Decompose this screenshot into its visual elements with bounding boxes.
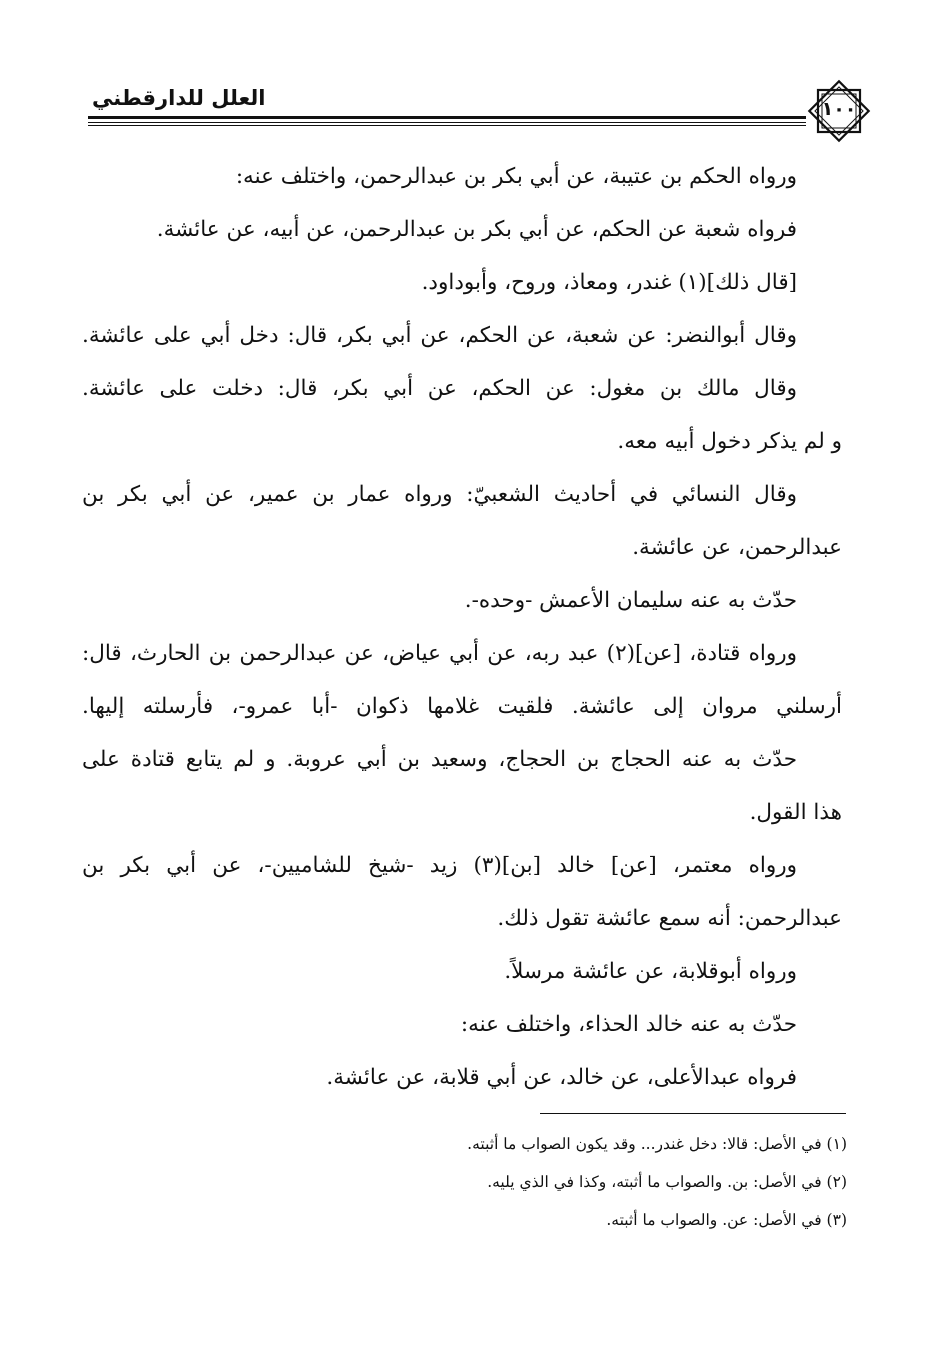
text-line: حدّث به عنه الحجاج بن الحجاج، وسعيد بن أبي عروبة. و لم يتابع قتادة على xyxy=(82,747,797,772)
text-line: وقال مالك بن مغول: عن الحكم، عن أبي بكر، قال: دخلت على عائشة. xyxy=(82,376,797,401)
text-line: أرسلني مروان إلى عائشة. فلقيت غلامها ذكوان -أبا عمرو-، فأرسلته إليها. xyxy=(82,694,842,719)
text-line: حدّث به عنه سليمان الأعمش -وحده-. xyxy=(464,588,797,613)
footnote-2: (٢) في الأصل: بن. والصواب ما أثبته، وكذا في الذي يليه. xyxy=(487,1173,847,1191)
text-line: فرواه عبدالأعلى، عن خالد، عن أبي قلابة، عن عائشة. xyxy=(326,1065,797,1090)
text-line: وقال أبوالنضر: عن شعبة، عن الحكم، عن أبي بكر، قال: دخل أبي على عائشة. xyxy=(82,323,797,348)
text-line: ورواه قتادة، [عن](٢) عبد ربه، عن أبي عياض، عن عبدالرحمن بن الحارث، قال: xyxy=(82,641,797,666)
text-line: ورواه معتمر، [عن] خالد [بن](٣) زيد -شيخ للشاميين-، عن أبي بكر بن xyxy=(82,853,797,878)
text-line: ورواه الحكم بن عتيبة، عن أبي بكر بن عبدالرحمن، واختلف عنه: xyxy=(235,164,797,189)
footnote-separator xyxy=(540,1113,846,1114)
running-title: العلل للدارقطني xyxy=(92,86,266,110)
text-line: و لم يذكر دخول أبيه معه. xyxy=(617,429,842,454)
text-line: هذا القول. xyxy=(749,800,842,825)
text-line: عبدالرحمن: أنه سمع عائشة تقول ذلك. xyxy=(497,906,842,931)
footnote-3: (٣) في الأصل: عن. والصواب ما أثبته. xyxy=(606,1211,847,1229)
text-line: وقال النسائي في أحاديث الشعبيّ: ورواه عمار بن عمير، عن أبي بكر بن xyxy=(82,482,797,507)
text-line: حدّث به عنه خالد الحذاء، واختلف عنه: xyxy=(460,1012,797,1037)
main-text xyxy=(82,150,842,1104)
page-number-badge xyxy=(804,76,874,146)
footnote-1: (١) في الأصل: قالا: دخل غندر... وقد يكون الصواب ما أثبته. xyxy=(467,1135,847,1153)
page-number: ١٠٠ xyxy=(821,98,857,120)
text-line: فرواه شعبة عن الحكم، عن أبي بكر بن عبدالرحمن، عن أبيه، عن عائشة. xyxy=(156,217,797,242)
text-line: عبدالرحمن، عن عائشة. xyxy=(632,535,842,560)
text-line: [قال ذلك](١) غندر، ومعاذ، وروح، وأبوداود. xyxy=(421,270,797,295)
text-line: ورواه أبوقلابة، عن عائشة مرسلاً. xyxy=(504,959,797,984)
footnotes xyxy=(147,1125,847,1239)
header-rule xyxy=(88,116,806,126)
